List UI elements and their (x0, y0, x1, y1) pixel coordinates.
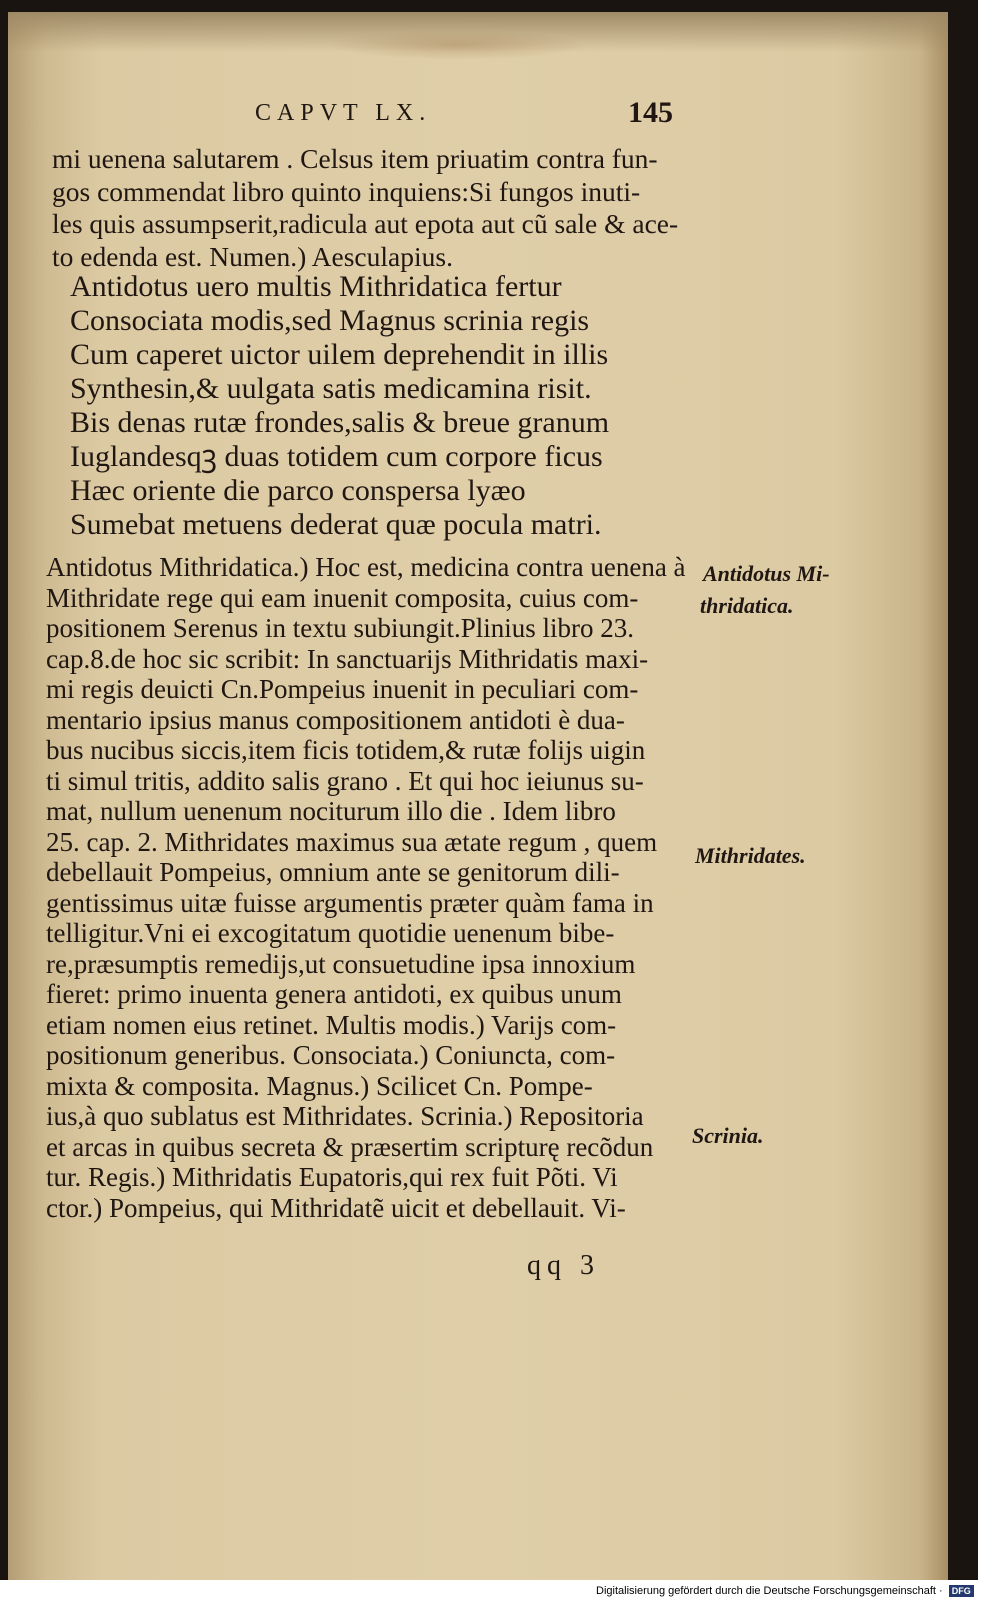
commentary-line: mixta & composita. Magnus.) Scilicet Cn. Pompe- (46, 1070, 593, 1101)
text-line: to edenda est. Numen.) Aesculapius. (52, 240, 453, 272)
commentary-line: bus nucibus siccis,item ficis totidem,& rutæ folijs uigin (46, 735, 646, 765)
commentary-block (46, 552, 686, 1223)
verse-line: Synthesin,& uulgata satis medicamina risit. (70, 372, 592, 405)
verse-line: Consociata modis,sed Magnus scrinia regis (70, 304, 590, 337)
text-line: les quis assumpserit,radicula aut epota aut cũ sale & ace- (52, 208, 679, 239)
commentary-line: positionum generibus. Consociata.) Coniuncta, com- (46, 1040, 616, 1070)
commentary-line: fieret: primo inuenta genera antidoti, ex quibus unum (46, 979, 622, 1009)
credit-text: Digitalisierung gefördert durch die Deutsche Forschungsgemeinschaft · (596, 1585, 943, 1597)
verse-line: Sumebat metuens dederat quæ pocula matri. (70, 508, 602, 541)
verse-line: Cum caperet uictor uilem deprehendit in illis (70, 338, 609, 371)
paragraph-top (52, 143, 678, 273)
running-title: CAPVT LX. (255, 100, 432, 126)
marginal-note-mithridates: Mithridates. (695, 843, 806, 868)
commentary-line: ctor.) Pompeius, qui Mithridatẽ uicit et debellauit. Vi- (46, 1192, 626, 1223)
text-line: gos commendat libro quinto inquiens:Si fungos inuti- (52, 175, 641, 207)
commentary-line: mat, nullum uenenum nociturum illo die . Idem libro (46, 796, 616, 826)
commentary-line: mi regis deuicti Cn.Pompeius inuenit in peculiari com- (46, 674, 639, 704)
verse-line: Hæc oriente die parco conspersa lyæo (70, 474, 526, 507)
commentary-line: 25. cap. 2. Mithridates maximus sua ætate regum , quem (46, 826, 658, 857)
verse-line: Bis denas rutæ frondes,salis & breue granum (70, 406, 610, 439)
commentary-line: et arcas in quibus secreta & præsertim scripturę recõdun (46, 1131, 654, 1162)
commentary-line: ti simul tritis, addito salis grano . Et qui hoc ieiunus su- (46, 765, 644, 796)
marginal-note-antidotus-cont: thridatica. (700, 593, 794, 618)
marginal-note-scrinia: Scrinia. (692, 1123, 764, 1148)
commentary-line: cap.8.de hoc sic scribit: In sanctuarijs Mithridatis maxi- (46, 643, 649, 674)
verse-block (70, 270, 609, 542)
commentary-line: etiam nomen eius retinet. Multis modis.) Varijs com- (46, 1009, 617, 1040)
commentary-line: telligitur.Vni ei excogitatum quotidie uenenum bibe- (46, 918, 615, 948)
commentary-line: re,præsumptis remedijs,ut consuetudine ipsa innoxium (46, 948, 636, 979)
commentary-line: ius,à quo sublatus est Mithridates. Scrinia.) Repositoria (46, 1101, 644, 1131)
text-line: mi uenena salutarem . Celsus item priuatim contra fun- (52, 143, 658, 174)
page-stain (328, 30, 588, 60)
signature-mark: qq 3 (527, 1250, 600, 1281)
commentary-line: tur. Regis.) Mithridatis Eupatoris,qui rex fuit Põti. Vi (46, 1162, 618, 1192)
page-number: 145 (628, 96, 673, 129)
commentary-line: gentissimus uitæ fuisse argumentis præter quàm fama in (46, 887, 654, 918)
marginal-note-antidotus: Antidotus Mi- (703, 561, 830, 586)
commentary-line: Mithridate rege qui eam inuenit composita, cuius com- (46, 582, 639, 613)
commentary-line: Antidotus Mithridatica.) Hoc est, medicina contra uenena à (46, 552, 686, 582)
verse-line: Antidotus uero multis Mithridatica fertur (70, 270, 562, 303)
digitization-credit (596, 1585, 974, 1597)
commentary-line: debellauit Pompeius, omnium ante se genitorum dili- (46, 857, 620, 887)
dfg-logo: DFG (949, 1585, 974, 1597)
verse-line: Iuglandesqꝫ duas totidem cum corpore ficus (70, 440, 603, 473)
commentary-line: positionem Serenus in textu subiungit.Plinius libro 23. (46, 613, 635, 643)
commentary-line: mentario ipsius manus compositionem antidoti è dua- (46, 704, 625, 735)
